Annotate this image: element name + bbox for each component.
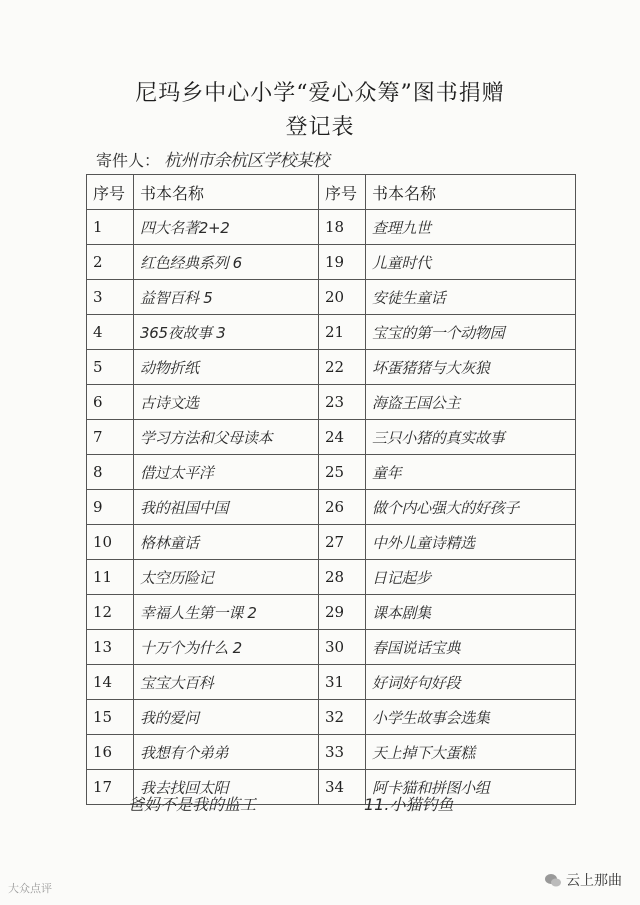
row-number: 8	[87, 455, 134, 490]
row-number: 19	[319, 245, 366, 280]
book-title: 四大名著2+2	[134, 210, 319, 245]
row-number: 20	[319, 280, 366, 315]
book-title: 做个内心强大的好孩子	[366, 490, 576, 525]
book-title: 查理九世	[366, 210, 576, 245]
row-number: 26	[319, 490, 366, 525]
book-title: 红色经典系列 6	[134, 245, 319, 280]
sender-line	[96, 146, 329, 171]
book-title: 天上掉下大蛋糕	[366, 735, 576, 770]
book-title: 太空历险记	[134, 560, 319, 595]
header-number: 序号	[319, 175, 366, 210]
row-number: 2	[87, 245, 134, 280]
book-title: 借过太平洋	[134, 455, 319, 490]
book-title: 宝宝大百科	[134, 665, 319, 700]
row-number: 5	[87, 350, 134, 385]
book-title: 安徒生童话	[366, 280, 576, 315]
header-book-name: 书本名称	[366, 175, 576, 210]
row-number: 17	[87, 770, 134, 805]
table-header-row	[87, 175, 576, 210]
book-title: 春国说话宝典	[366, 630, 576, 665]
header-book-name: 书本名称	[134, 175, 319, 210]
book-title: 好词好句好段	[366, 665, 576, 700]
row-number: 1	[87, 210, 134, 245]
table-row	[87, 385, 576, 420]
row-number: 15	[87, 700, 134, 735]
table-row	[87, 560, 576, 595]
row-number: 16	[87, 735, 134, 770]
book-title: 学习方法和父母读本	[134, 420, 319, 455]
row-number: 4	[87, 315, 134, 350]
row-number: 33	[319, 735, 366, 770]
table-row	[87, 245, 576, 280]
row-number: 9	[87, 490, 134, 525]
book-title: 格林童话	[134, 525, 319, 560]
sender-value: 杭州市余杭区学校某校	[164, 151, 330, 171]
watermark-left: 大众点评	[8, 882, 52, 895]
table-row	[87, 350, 576, 385]
row-number: 7	[87, 420, 134, 455]
row-number: 14	[87, 665, 134, 700]
header-number: 序号	[87, 175, 134, 210]
row-number: 3	[87, 280, 134, 315]
donation-table	[86, 174, 576, 805]
row-number: 13	[87, 630, 134, 665]
book-title: 我去找回太阳	[134, 770, 319, 805]
row-number: 23	[319, 385, 366, 420]
book-title: 童年	[366, 455, 576, 490]
book-title: 儿童时代	[366, 245, 576, 280]
row-number: 11	[87, 560, 134, 595]
row-number: 32	[319, 700, 366, 735]
book-title: 益智百科 5	[134, 280, 319, 315]
book-title: 海盗王国公主	[366, 385, 576, 420]
row-number: 6	[87, 385, 134, 420]
form-subtitle: 登记表	[285, 115, 355, 140]
book-title: 动物折纸	[134, 350, 319, 385]
table-row	[87, 665, 576, 700]
book-title: 宝宝的第一个动物园	[366, 315, 576, 350]
sender-label: 寄件人：	[96, 151, 161, 170]
book-title: 我的祖国中国	[134, 490, 319, 525]
wechat-icon	[545, 874, 561, 887]
watermark-right-text: 云上那曲	[566, 873, 622, 889]
book-title: 幸福人生第一课 2	[134, 595, 319, 630]
table-row	[87, 280, 576, 315]
book-title: 小学生故事会选集	[366, 700, 576, 735]
watermark-right	[545, 870, 622, 890]
row-number: 31	[319, 665, 366, 700]
handwritten-note-left: 爸妈不是我的监工	[128, 795, 257, 814]
table-row	[87, 700, 576, 735]
form-title: 尼玛乡中心小学“爱心众筹”图书捐赠	[135, 81, 505, 106]
row-number: 10	[87, 525, 134, 560]
row-number: 34	[319, 770, 366, 805]
table-row	[87, 595, 576, 630]
row-number: 29	[319, 595, 366, 630]
handwritten-note-right: 11.小猫钓鱼	[364, 795, 454, 814]
book-title: 我想有个弟弟	[134, 735, 319, 770]
book-title: 365夜故事 3	[134, 315, 319, 350]
row-number: 24	[319, 420, 366, 455]
table-row	[87, 210, 576, 245]
book-title: 古诗文选	[134, 385, 319, 420]
book-title: 三只小猪的真实故事	[366, 420, 576, 455]
book-title: 十万个为什么 2	[134, 630, 319, 665]
row-number: 12	[87, 595, 134, 630]
table-row	[87, 315, 576, 350]
book-title: 我的爱问	[134, 700, 319, 735]
row-number: 30	[319, 630, 366, 665]
table-row	[87, 490, 576, 525]
row-number: 22	[319, 350, 366, 385]
table-row	[87, 525, 576, 560]
book-title: 阿卡猫和拼图小组	[366, 770, 576, 805]
row-number: 21	[319, 315, 366, 350]
table-row	[87, 735, 576, 770]
table-row	[87, 630, 576, 665]
table-row	[87, 455, 576, 490]
book-title: 坏蛋猪猪与大灰狼	[366, 350, 576, 385]
table-row	[87, 420, 576, 455]
book-title: 课本剧集	[366, 595, 576, 630]
book-title: 中外儿童诗精选	[366, 525, 576, 560]
row-number: 27	[319, 525, 366, 560]
book-title: 日记起步	[366, 560, 576, 595]
row-number: 18	[319, 210, 366, 245]
row-number: 28	[319, 560, 366, 595]
row-number: 25	[319, 455, 366, 490]
